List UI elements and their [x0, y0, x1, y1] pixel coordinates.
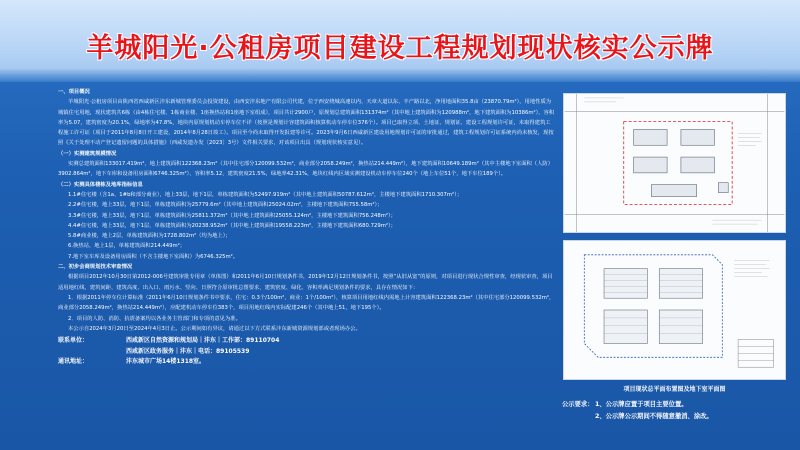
section-heading-overview: 一、项目概况: [58, 89, 90, 95]
building-item: 2.2#住宅楼，地上33层，地下1层，单栋建筑面积为25779.6m²（其中地上建筑面积25024.02m²，主楼地下建筑面积755.58m²）；: [68, 202, 383, 209]
requirement-item: 1、公示牌应置于项目主要位置。: [595, 401, 688, 408]
site-plan-svg: [564, 94, 785, 232]
contact-value: 西咸新区自然资源和规划局｜沣东｜工作部：89110704: [126, 337, 280, 345]
building-item: 1.1#住宅楼（含1a、1#b和部分商业），地上33层，地下1层，单栋建筑面积为52497.919m²（其中地上建筑面积50787.612m²，主楼地下建筑面积1710.307m²）；: [68, 191, 463, 198]
building-item: 3.3#住宅楼，地上33层，地下1层，单栋建筑面积为25811.372m²（其中地上建筑面积25055.124m²，主楼地下建筑面积756.248m²）；: [68, 212, 396, 219]
contact-block: [58, 336, 555, 368]
subsection-heading-building-indicators: （二）实测具体楼栋及地库指标信息: [58, 181, 143, 188]
requirements-heading: 公示要求：: [562, 401, 594, 408]
subsection-heading-measured-scale: （一）实测建筑规模情况: [58, 150, 117, 157]
section-heading-review: 二、初步会商规划技术审查情况: [58, 264, 133, 271]
measured-scale-paragraph: 实测总建筑面积133017.419m²，地上建筑面积122368.23m²（其中住宅部分120099.532m²，商业部分2058.249m²，换热站214.449m²），地下建筑面积10649.189m²（其中主楼地下室面积（人防）3902.864m²，地下车库和设备用房面积6746.325m²），容积率5.12，建筑密度21.5%，绿地率42.31%，地块红线内区域实测建设机动车停车位240个（地上车位51个，地下车位189个）。: [58, 161, 553, 178]
building-item: 5.8#商业楼，地上2层，单栋建筑面积为1728.802m²（均为地上）；: [68, 233, 231, 240]
site-plan-drawing: [563, 93, 786, 233]
contact-label: 联系单位：: [58, 337, 89, 345]
contact-row: [58, 347, 555, 358]
requirement-row: [562, 399, 792, 411]
building-item: 4.4#住宅楼，地上33层，地下1层，单栋建筑面积为20238.952m²（其中地上建筑面积19558.223m²，主楼地下建筑面积680.729m²）；: [68, 222, 396, 229]
review-point-parking: 1．根据2011年停车位计算标准（2011年6月10日规划条件书中要求，住宅：0.3个/100m²，商业：1个/100m²），核算项目用地红线内需地上计容建筑面积122368.23m²（其中住宅部分120099.532m²，商业部分2058.249m²，换热站214.449m²），应配建机动车停车位383个，项目用地红线内实际配建246个（其中地上51，地下195个）。: [58, 294, 555, 312]
publicity-period-notice: 本公示自2024年3月20日至2024年4月3日止。公示期间如有异议，请通过以下方式联系沣东新城资源规划部或者现场办公。: [68, 325, 361, 332]
notice-text-column: [58, 87, 555, 437]
basement-plan-drawing: [563, 240, 786, 380]
contact-label: 通讯地址：: [58, 358, 89, 366]
basement-plan-svg: [564, 241, 785, 379]
publicity-requirements: [562, 399, 792, 422]
contact-row: [58, 336, 555, 347]
review-point-civil-defense: 2．项目的人防、消防、抗震备案均以各业务主管部门和专项的意见为准。: [68, 315, 241, 322]
requirement-item: 2、公示牌公示期间不得随意撤消、涂改。: [595, 412, 713, 420]
contact-row: [58, 357, 555, 368]
building-item: 6.换热站，地上1层，单栋建筑面积214.449m²；: [68, 243, 186, 250]
plan-caption: 项目现状总平面布置图及地下室平面图: [623, 386, 726, 393]
review-paragraph: 根据项目2012年10月30日第2012-006号建筑审批专用章（单体图）和2011年6月10日规划条件书，2019年12月12日规划条件书，按照“从旧从宽”的原则，对项目进行现状合规性审查，经现状审查，项目适用地红线、建筑间距、建筑高度、出入口、雨污水、竖向、日照符合原审批总图要求，建筑密度、绿化、容积率满足规划条件的要求，具存在情况如下：: [58, 274, 553, 291]
contact-value: 沣东城市广场14楼1318室。: [126, 358, 206, 366]
overview-paragraph: 羊城阳光·公租房项目由陕西省西咸新区沣东新城管理委员会投资建设，由西安沣东地产有限公司代建，位于西安绕城高速以内、天章大道以东、丰产路以北，净用地面积35.8亩（23870.79m²），用地性质为城镇住宅用地，现状建筑共6栋（由4栋住宅楼、1栋商业楼、1座换热站和1座地下室组成），项目共计2900户，原规划总建筑面积131374m²（其中地上建筑面积为120988m²，地下建筑面积为10386m²），容积率为5.07，建筑密度为20.1%，绿地率为47.8%，地块内原规划机动车停车位不详（按照是规划计容建筑面积核算机动车停车位376个）。项目已取得立项、土地证、规划证、建设工程规划许可证，未取得建筑工程施工许可证（项目于2011年8月8日开工建设，2014年8月28日竣工）。项目至今尚未取得开发报建等许可。2023年9月6日西咸新区建设用地规划许可证的审批通过，建筑工程规划许可证系统内尚未核发，现按照《关于处理不动产登记遗留问题的具体措施》（西咸发遗办发〔2023〕3号）文件相关要求，对该项目出具（规划现状核实意见）。: [58, 99, 555, 147]
contact-value: 西咸新区政务服务｜沣东｜电话：89105539: [126, 347, 250, 355]
building-item: 7.地下室车库及设备用房面积（不含主楼地下室面积）为6746.325m²。: [68, 253, 239, 260]
page-title: 羊城阳光·公租房项目建设工程规划现状核实公示牌: [86, 33, 714, 64]
